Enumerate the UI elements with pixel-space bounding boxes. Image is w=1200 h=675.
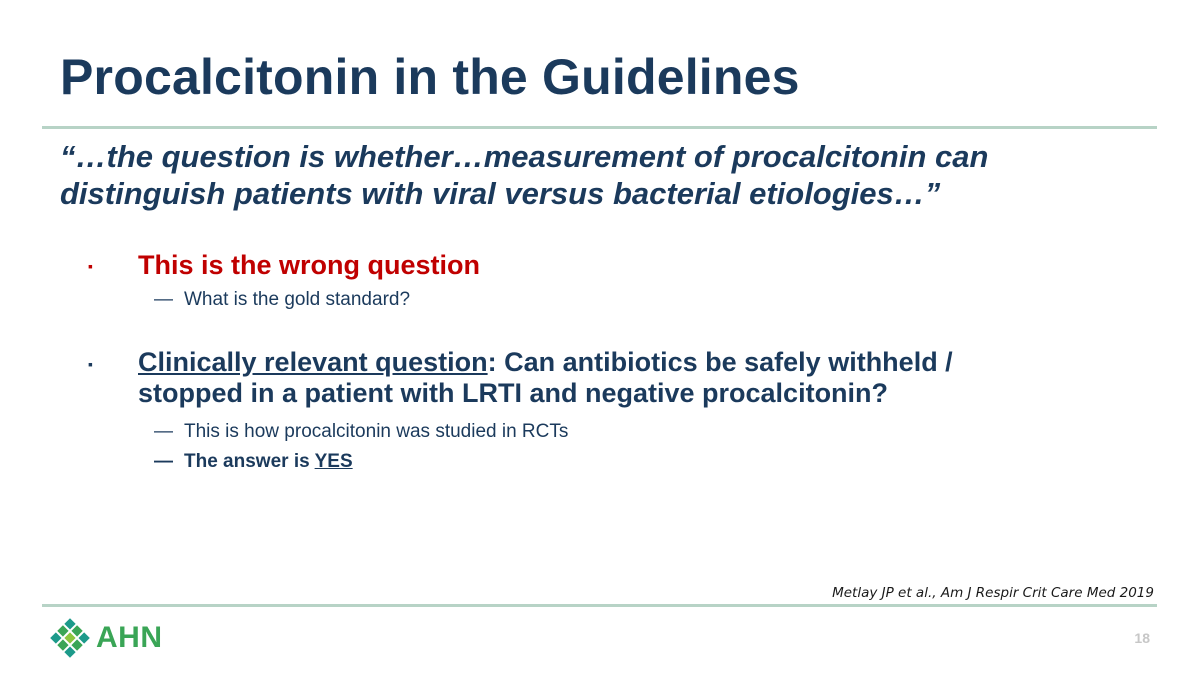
dash-marker: — (154, 421, 173, 442)
relevant-question-line-1 (138, 347, 1118, 378)
sub-bullet-gold-standard (154, 288, 410, 312)
ahn-logo (50, 616, 163, 660)
relevant-question-heading: Clinically relevant question (138, 347, 488, 377)
dash-marker: — (154, 289, 173, 310)
logo-text: AHN (96, 621, 163, 654)
relevant-question-line-2: stopped in a patient with LRTI and negative procalcitonin? (138, 378, 889, 408)
quote-line-1: “…the question is whether…measurement of procalcitonin can (60, 139, 989, 174)
quote-line-2: distinguish patients with viral versus bacterial etiologies…” (60, 176, 941, 211)
bullet-marker-icon: ▪ (88, 258, 93, 274)
dash-marker: — (154, 451, 173, 472)
sub-bullet-rcts (154, 420, 568, 444)
page-number: 18 (1134, 630, 1150, 646)
relevant-question-text: : Can antibiotics be safely withheld / (487, 347, 953, 377)
bullet-relevant-question (138, 347, 1118, 409)
footer-divider (42, 604, 1157, 607)
slide-title: Procalcitonin in the Guidelines (60, 49, 800, 105)
answer-yes: YES (314, 451, 353, 472)
bullet-wrong-question: This is the wrong question (138, 250, 481, 280)
sub-bullet-text: What is the gold standard? (184, 289, 411, 310)
answer-prefix: The answer is (184, 451, 315, 472)
title-divider (42, 126, 1157, 129)
guideline-quote (60, 138, 1160, 212)
citation: Metlay JP et al., Am J Respir Crit Care Med 2019 (832, 585, 1154, 601)
bullet-marker-icon: ▪ (88, 356, 93, 372)
ahn-diamond-logo-icon (50, 618, 90, 658)
sub-bullet-answer (154, 450, 353, 474)
sub-bullet-text: This is how procalcitonin was studied in RCTs (184, 421, 569, 442)
